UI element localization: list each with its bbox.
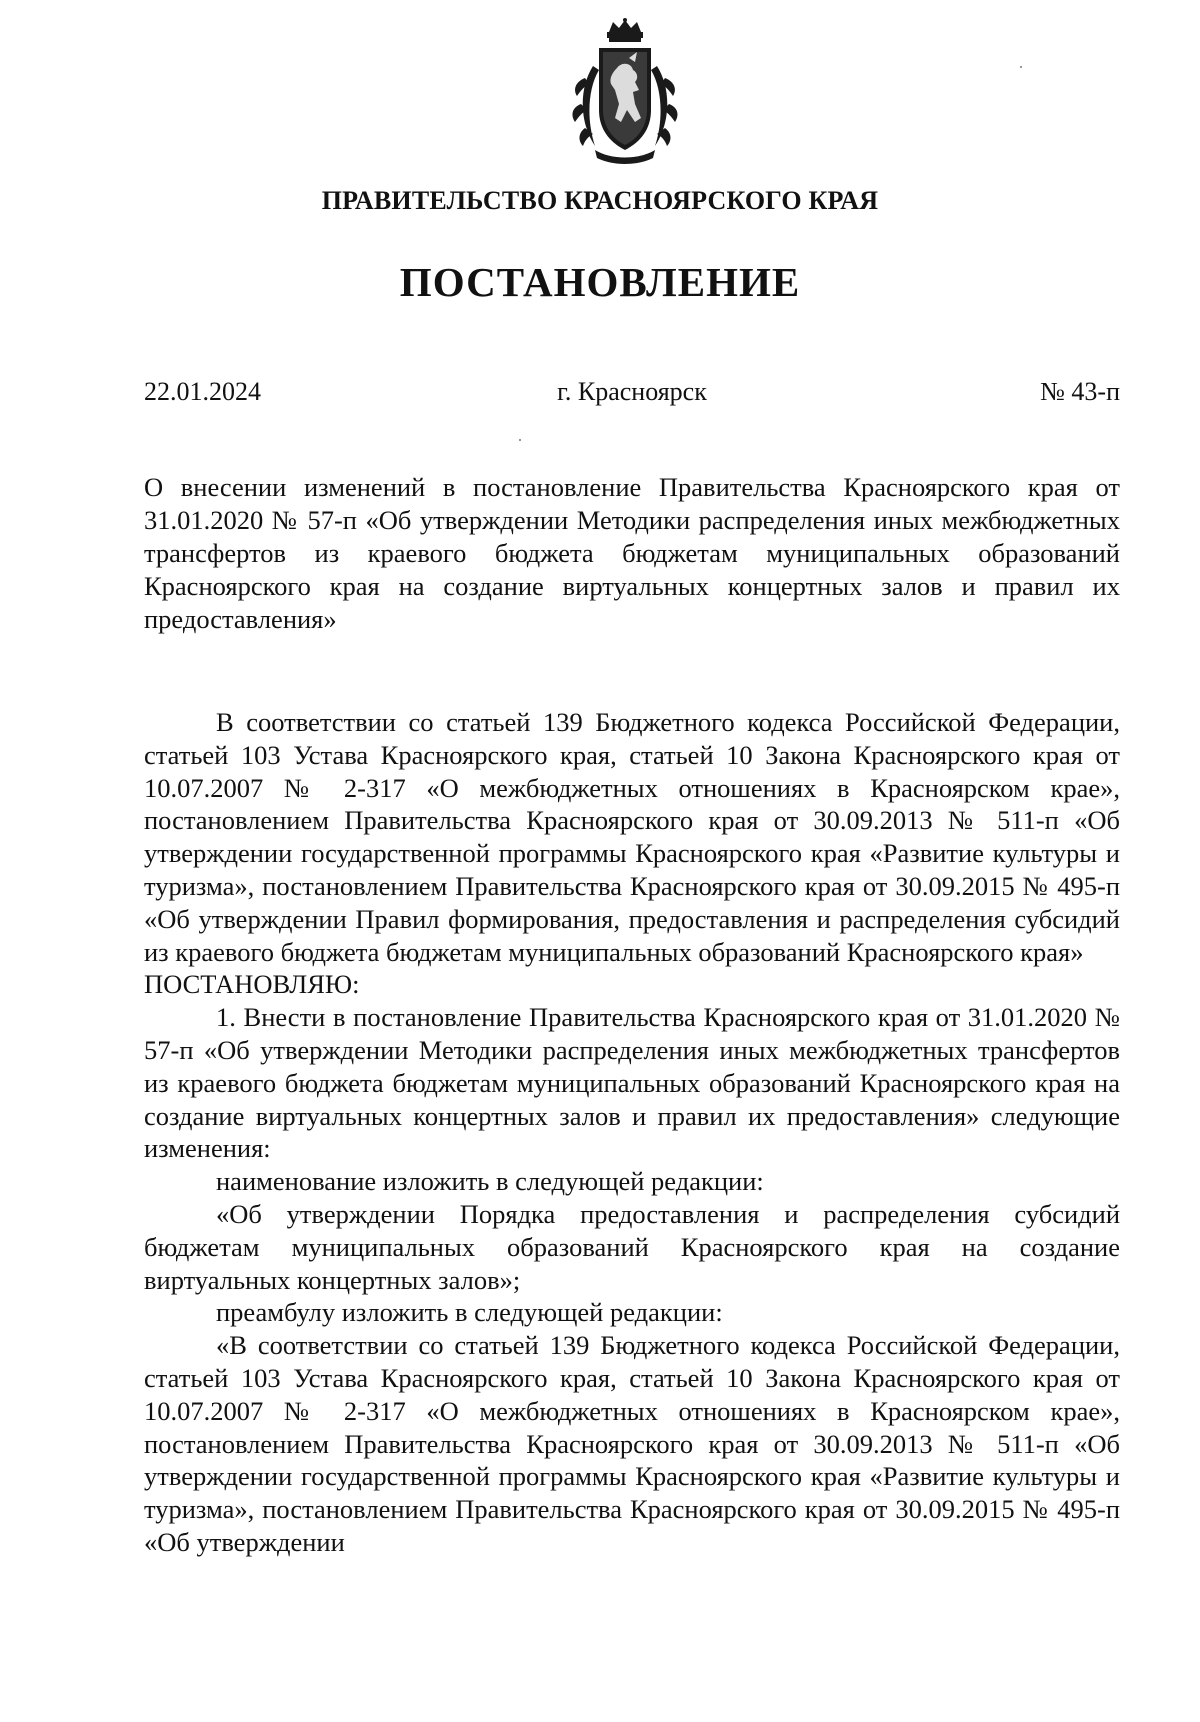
preamble-change-intro: преамбулу изложить в следующей редакции: [216, 1297, 723, 1328]
scan-speck [519, 439, 521, 441]
preamble-paragraph: В соответствии со статьей 139 Бюджетного кодекса Российской Федерации, статьей 103 Устава Красноярского края, статьей 10 Закона Красноярского края от 10.07.2007 № 2-317 «О межбюджетных отношениях в Красноярском крае», постановлением Правительства Красноярского края от 30.09.2013 № 511-п «Об утверждении государственной программы Красноярского края «Развитие культуры и туризма», постановлением Правительства Красноярского края от 30.09.2015 № 495-п «Об утверждении Правил формирования, предоставления и распределения субсидий из краевого бюджета бюджетам муниципальных образований Красноярского края» [144, 707, 1120, 967]
name-change-text: «Об утверждении Порядка предоставления и распределения субсидий бюджетам муниципальных образований Красноярского края на создание виртуальных концертных залов»; [144, 1198, 1120, 1295]
krasnoyarsk-coat-of-arms-icon [565, 18, 685, 166]
document-city: г. Красноярск [557, 377, 707, 406]
organization-title: ПРАВИТЕЛЬСТВО КРАСНОЯРСКОГО КРАЯ [321, 186, 879, 215]
preamble-change-text: «В соответствии со статьей 139 Бюджетного кодекса Российской Федерации, статьей 103 Устава Красноярского края, статьей 10 Закона Красноярского края от 10.07.2007 № 2-317 «О межбюджетных отношениях в Красноярском крае», постановлением Правительства Красноярского края от 30.09.2013 № 511-п «Об утверждении государственной программы Красноярского края «Развитие культуры и туризма», постановлением Правительства Красноярского края от 30.09.2015 № 495-п «Об утверждении [144, 1330, 1120, 1557]
document-meta [144, 377, 1120, 411]
resolve-statement: ПОСТАНОВЛЯЮ: [144, 969, 360, 1000]
document-body [144, 706, 1120, 1559]
scan-speck [1020, 66, 1022, 68]
document-number: № 43-п [1040, 377, 1120, 406]
document-subject: О внесении изменений в постановление Правительства Красноярского края от 31.01.2020 № 57-п «Об утверждении Методики распределения иных межбюджетных трансфертов из краевого бюджета бюджетам муниципальных образований Красноярского края на создание виртуальных концертных залов и правил их предоставления» [144, 472, 1120, 634]
document-date: 22.01.2024 [144, 377, 261, 406]
item-1-paragraph: 1. Внести в постановление Правительства Красноярского края от 31.01.2020 № 57-п «Об утверждении Методики распределения иных межбюджетных трансфертов из краевого бюджета бюджетам муниципальных образований Красноярского края на создание виртуальных концертных залов и правил их предоставления» следующие изменения: [144, 1002, 1120, 1164]
name-change-intro: наименование изложить в следующей редакции: [216, 1166, 764, 1197]
document-type-heading: ПОСТАНОВЛЕНИЕ [399, 259, 801, 305]
